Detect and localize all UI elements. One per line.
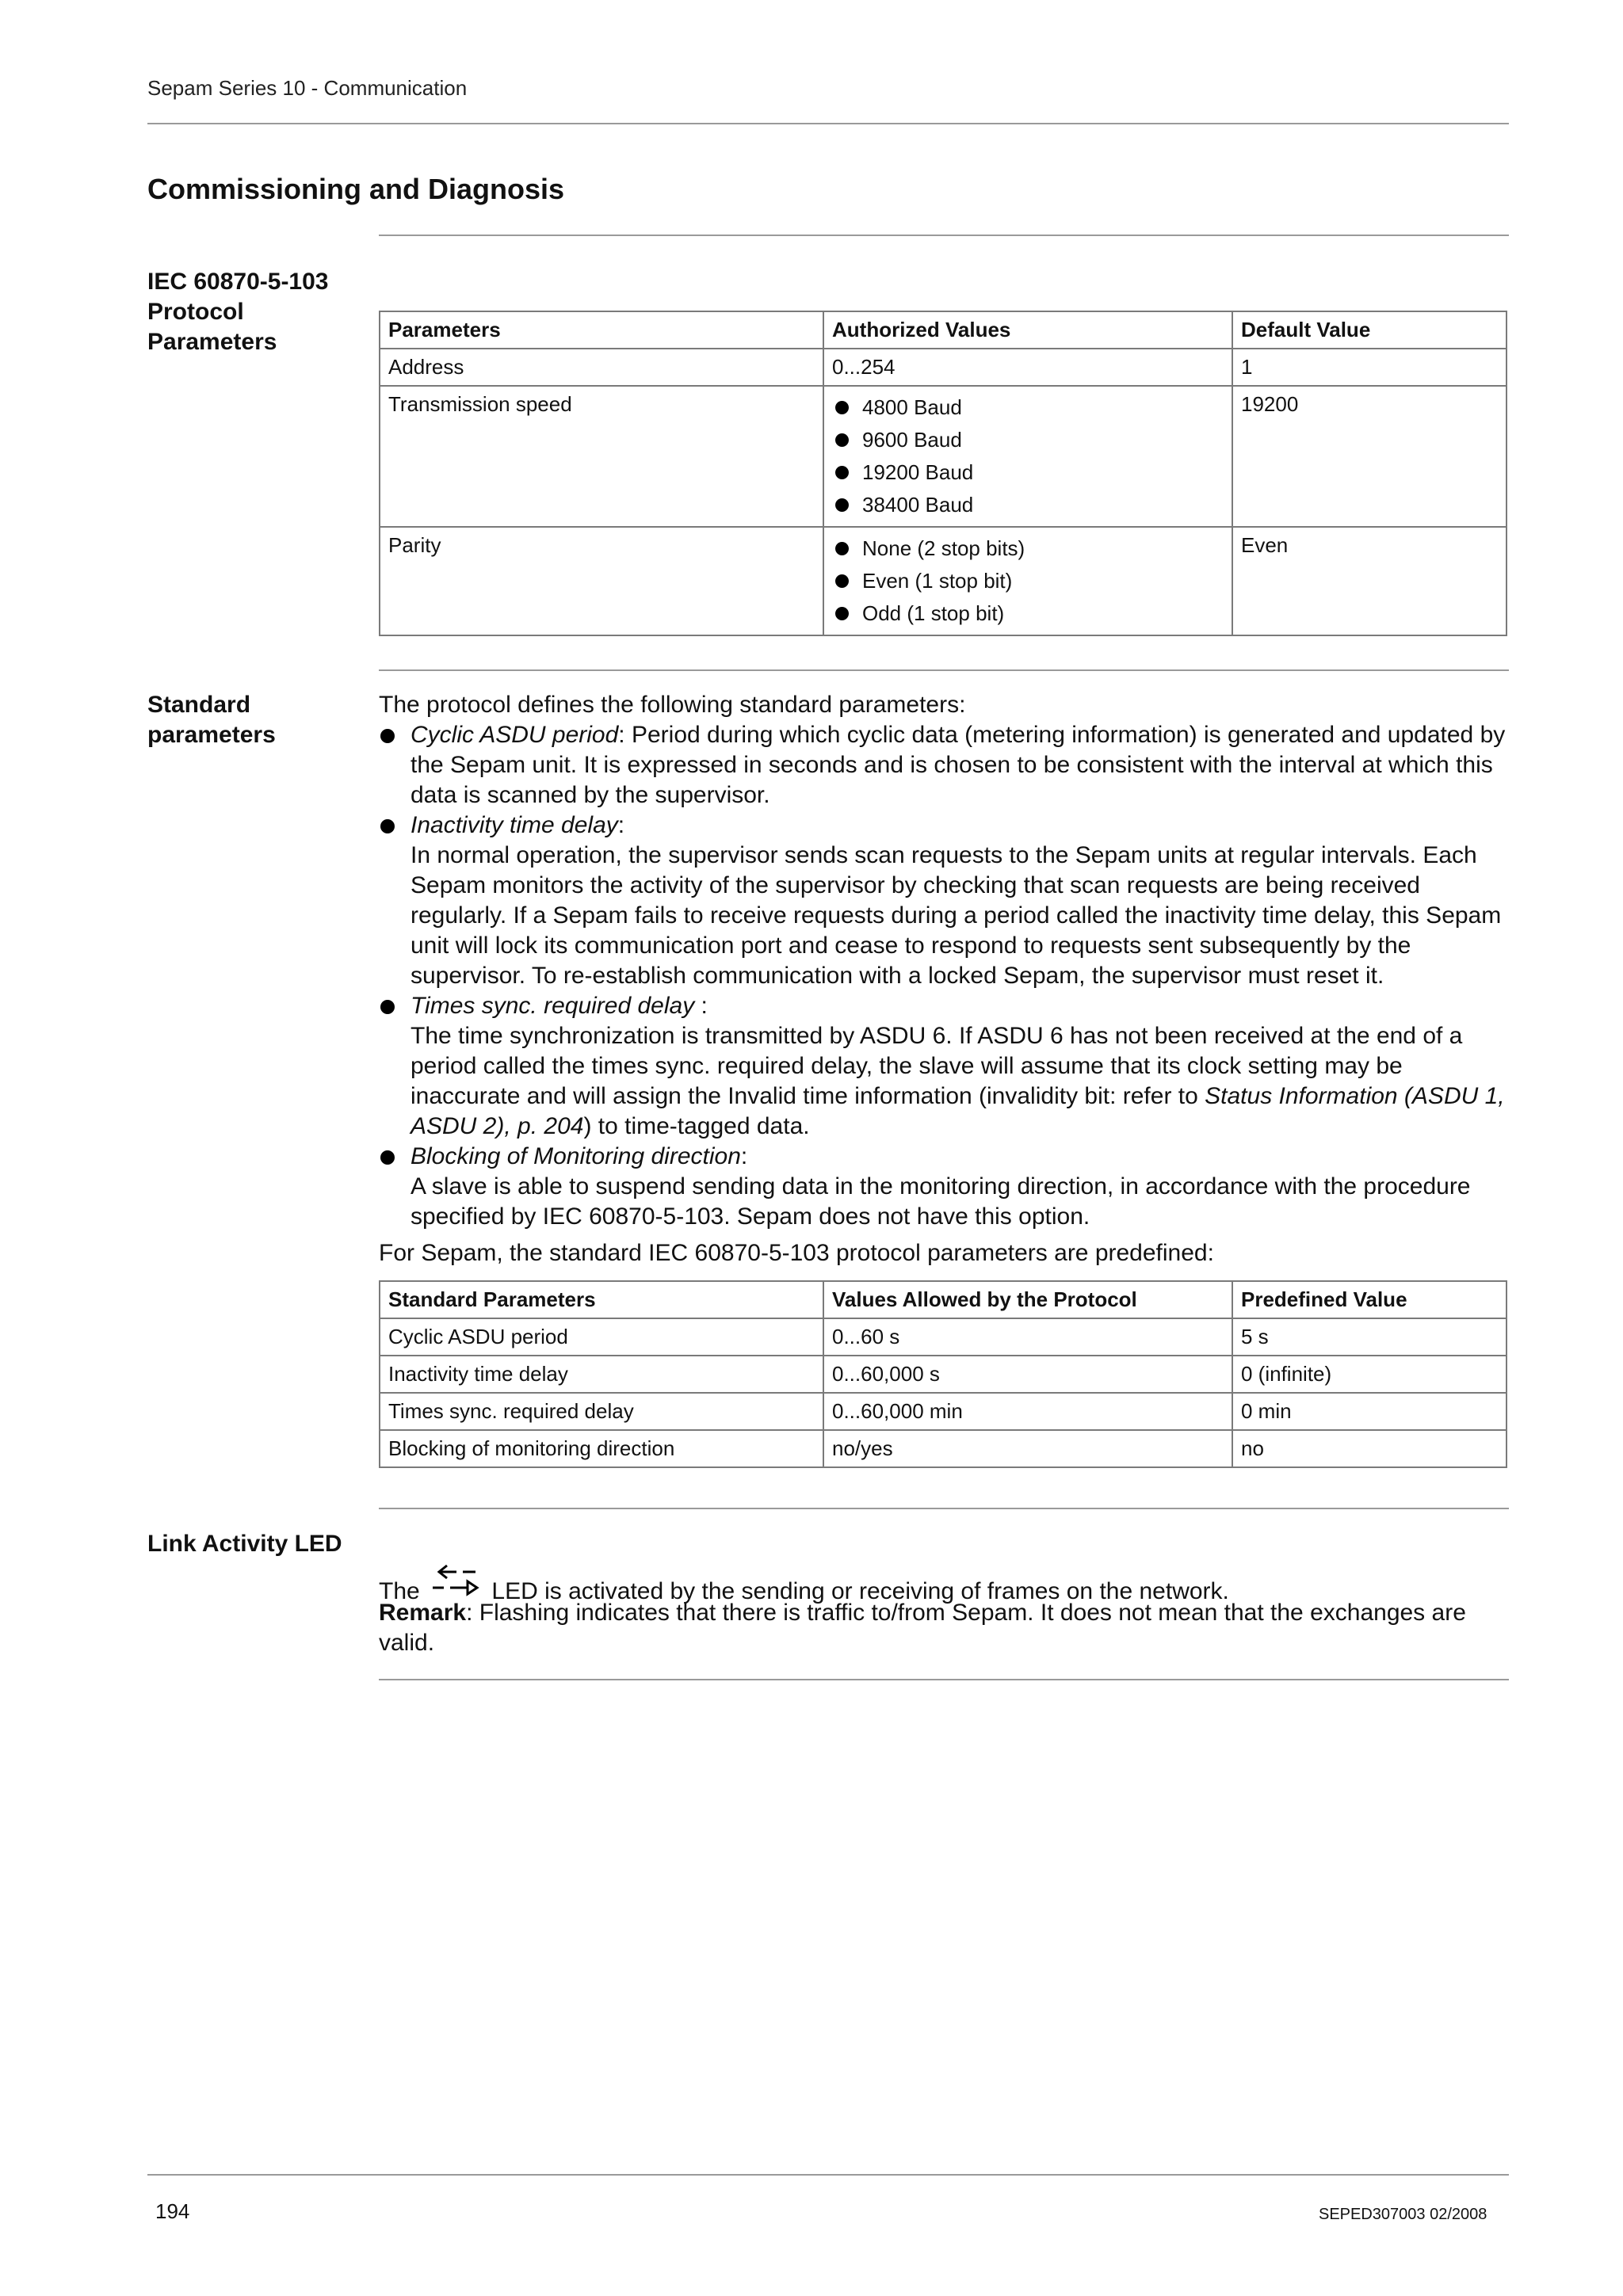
page-title: Commissioning and Diagnosis [147, 173, 565, 205]
table-cell: Times sync. required delay [380, 1393, 823, 1430]
list-item: Cyclic ASDU period: Period during which cyclic data (metering information) is generated and updated by the Sepam unit. It is expressed in seconds and is chosen to be consistent with the interval at which this data is scanned by the supervisor. [379, 720, 1509, 810]
section-rule [379, 669, 1509, 671]
table-header: Standard Parameters [380, 1281, 823, 1318]
section-rule [379, 235, 1509, 236]
table-cell: 0...60,000 s [823, 1356, 1232, 1393]
table-row [380, 1356, 1507, 1393]
standard-parameters-table [379, 1280, 1507, 1468]
cross-reference: Status Information (ASDU 1, ASDU 2), p. 204 [411, 1083, 1505, 1139]
table-cell: Even [1232, 527, 1507, 635]
table-header: Parameters [380, 311, 823, 349]
table-header-row [380, 311, 1507, 349]
term: Inactivity time delay [411, 812, 618, 838]
table-cell: Address [380, 349, 823, 386]
table-cell: 0...60 s [823, 1318, 1232, 1356]
table-header: Values Allowed by the Protocol [823, 1281, 1232, 1318]
table-row [380, 386, 1507, 527]
table-cell: 19200 [1232, 386, 1507, 527]
list-item: None (2 stop bits) [832, 532, 1224, 565]
speed-options-list [832, 391, 1224, 521]
table-header-row [380, 1281, 1507, 1318]
table-row [380, 1318, 1507, 1356]
parity-options-list [832, 532, 1224, 630]
list-item: 4800 Baud [832, 391, 1224, 424]
remark-paragraph: Remark: Flashing indicates that there is traffic to/from Sepam. It does not mean that the exchanges are valid. [379, 1600, 1466, 1656]
table-cell: Blocking of monitoring direction [380, 1430, 823, 1467]
header-rule [147, 123, 1509, 124]
table-cell: Transmission speed [380, 386, 823, 527]
table-cell: Parity [380, 527, 823, 635]
table-row [380, 1430, 1507, 1467]
page-number: 194 [155, 2199, 190, 2223]
table-cell: no [1232, 1430, 1507, 1467]
list-item: 9600 Baud [832, 424, 1224, 456]
table-cell: 0...254 [823, 349, 1232, 386]
table-cell [823, 386, 1232, 527]
table-header: Default Value [1232, 311, 1507, 349]
remark-label: Remark [379, 1600, 467, 1626]
list-item: Odd (1 stop bit) [832, 597, 1224, 630]
table-cell: 0 (infinite) [1232, 1356, 1507, 1393]
standard-parameters-body [379, 690, 1509, 1268]
intro-paragraph: The protocol defines the following standard parameters: [379, 692, 966, 718]
running-header: Sepam Series 10 - Communication [147, 76, 468, 100]
table-cell: 1 [1232, 349, 1507, 386]
standard-section-label: Standard parameters [147, 692, 276, 748]
list-item: 38400 Baud [832, 489, 1224, 521]
table-cell: 5 s [1232, 1318, 1507, 1356]
list-item: Blocking of Monitoring direction: A slave is able to suspend sending data in the monitoring direction, in accordance with the procedure specified by IEC 60870-5-103. Sepam does not have this option. [379, 1142, 1509, 1232]
section-rule [379, 1508, 1509, 1509]
list-item: Even (1 stop bit) [832, 565, 1224, 597]
protocol-parameters-table [379, 311, 1507, 636]
table-row [380, 349, 1507, 386]
iec-section-label: IEC 60870-5-103 Protocol Parameters [147, 269, 329, 355]
section-rule [379, 1679, 1509, 1680]
table-cell: no/yes [823, 1430, 1232, 1467]
footer-rule [147, 2174, 1509, 2176]
table-cell [823, 527, 1232, 635]
table-header: Authorized Values [823, 311, 1232, 349]
list-item: Times sync. required delay : The time synchronization is transmitted by ASDU 6. If ASDU 6 has not been received at the end of a period called the times sync. required delay, the slave will assume that its clock setting may be inaccurate and will assign the Invalid time information (invalidity bit: refer to Status Information (ASDU 1, ASDU 2), p. 204) to time-tagged data. [379, 991, 1509, 1142]
list-item: Inactivity time delay: In normal operation, the supervisor sends scan requests to the Sepam units at regular intervals. Each Sepam monitors the activity of the supervisor by checking that scan requests are being received regularly. If a Sepam fails to receive requests during a period called the inactivity time delay, this Sepam unit will lock its communication port and cease to respond to requests sent subsequently by the supervisor. To re-establish communication with a locked Sepam, the supervisor must reset it. [379, 810, 1509, 991]
table-cell: Cyclic ASDU period [380, 1318, 823, 1356]
term: Blocking of Monitoring direction [411, 1143, 741, 1169]
table-row [380, 527, 1507, 635]
outro-paragraph: For Sepam, the standard IEC 60870-5-103 protocol parameters are predefined: [379, 1240, 1214, 1266]
table-cell: 0 min [1232, 1393, 1507, 1430]
term: Cyclic ASDU period [411, 722, 619, 748]
list-item: 19200 Baud [832, 456, 1224, 489]
term: Times sync. required delay [411, 993, 695, 1019]
table-cell: Inactivity time delay [380, 1356, 823, 1393]
table-row [380, 1393, 1507, 1430]
standard-parameters-list [379, 720, 1509, 1232]
led-paragraph: The LED is activated by the sending or receiving of frames on the network. [379, 1558, 1509, 1607]
table-cell: 0...60,000 min [823, 1393, 1232, 1430]
document-reference: SEPED307003 02/2008 [1319, 2206, 1487, 2223]
table-header: Predefined Value [1232, 1281, 1507, 1318]
link-activity-icon [430, 1558, 482, 1602]
led-section-label: Link Activity LED [147, 1531, 342, 1557]
